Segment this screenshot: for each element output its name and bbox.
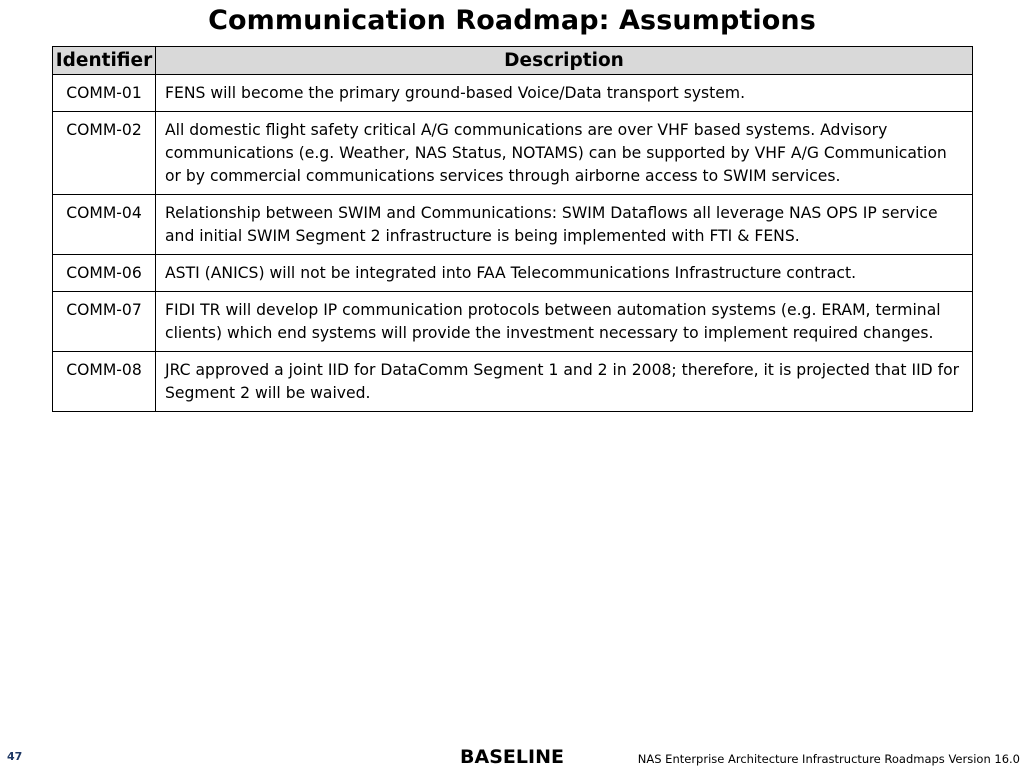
- description-cell: All domestic flight safety critical A/G communications are over VHF based systems. Advisory communications (e.g. Weather, NAS Status, NOTAMS) can be supported by VHF A/G Communication or by commercial communications services through airborne access to SWIM services.: [156, 112, 973, 195]
- description-cell: FIDI TR will develop IP communication protocols between automation systems (e.g. ERAM, terminal clients) which end systems will provide the investment necessary to implement required changes.: [156, 292, 973, 352]
- page-number: 47: [7, 750, 23, 763]
- table-row: [53, 112, 973, 195]
- table-row: [53, 255, 973, 292]
- identifier-cell: COMM-01: [53, 75, 156, 112]
- description-cell: Relationship between SWIM and Communications: SWIM Dataflows all leverage NAS OPS IP service and initial SWIM Segment 2 infrastructure is being implemented with FTI & FENS.: [156, 195, 973, 255]
- identifier-column-header: Identifier: [53, 47, 156, 75]
- table-header-row: [53, 47, 973, 75]
- description-cell: JRC approved a joint IID for DataComm Segment 1 and 2 in 2008; therefore, it is projected that IID for Segment 2 will be waived.: [156, 352, 973, 412]
- description-cell: FENS will become the primary ground-based Voice/Data transport system.: [156, 75, 973, 112]
- table-row: [53, 195, 973, 255]
- description-column-header: Description: [156, 47, 973, 75]
- table-row: [53, 292, 973, 352]
- footer-document-title: NAS Enterprise Architecture Infrastructure Roadmaps Version 16.0: [637, 752, 1020, 766]
- identifier-cell: COMM-07: [53, 292, 156, 352]
- table-row: [53, 352, 973, 412]
- identifier-cell: COMM-04: [53, 195, 156, 255]
- baseline-label: BASELINE: [460, 746, 564, 768]
- identifier-cell: COMM-08: [53, 352, 156, 412]
- page-title: Communication Roadmap: Assumptions: [208, 5, 816, 36]
- table-row: [53, 75, 973, 112]
- description-cell: ASTI (ANICS) will not be integrated into FAA Telecommunications Infrastructure contract.: [156, 255, 973, 292]
- identifier-cell: COMM-02: [53, 112, 156, 195]
- identifier-cell: COMM-06: [53, 255, 156, 292]
- assumptions-table: [52, 46, 973, 412]
